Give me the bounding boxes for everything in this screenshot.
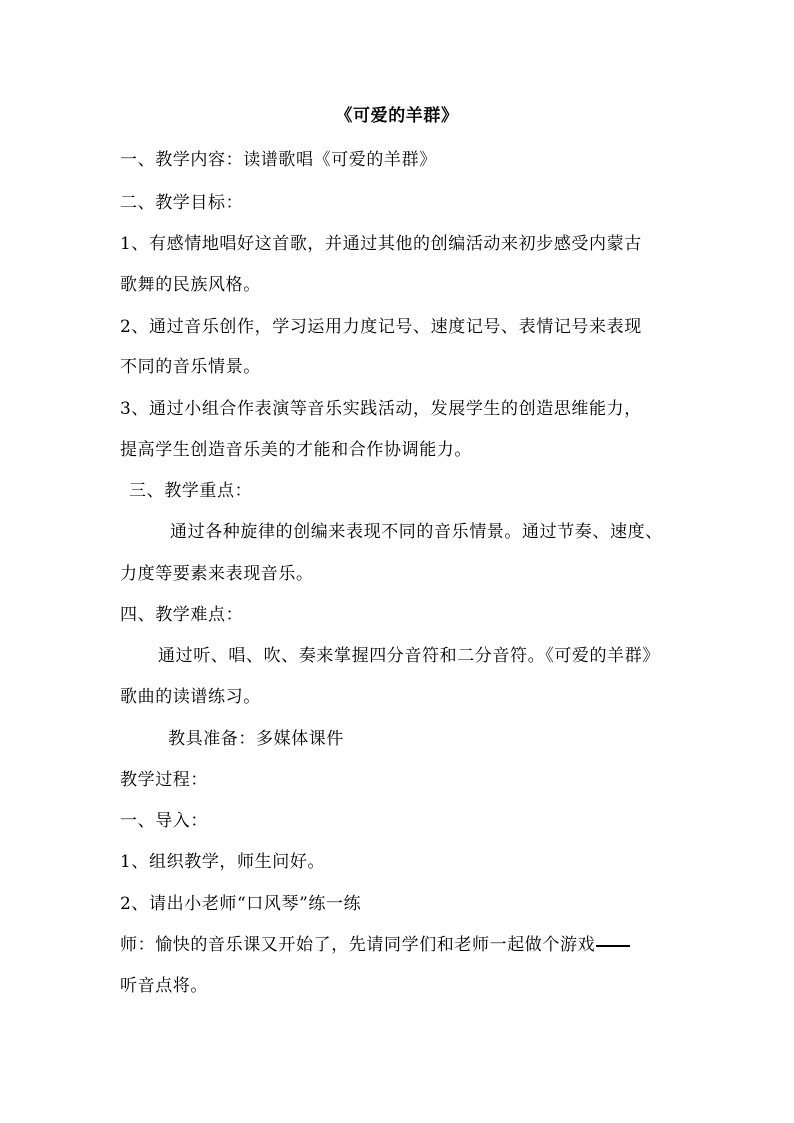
section-objectives-heading: 二、教学目标： [120,193,244,213]
objective-3-line-1: 3、通过小组合作表演等音乐实践活动，发展学生的创造思维能力， [120,399,642,419]
teacher-dialogue-line-2: 听音点将。 [120,976,208,996]
objective-1-line-1: 1、有感情地唱好这首歌，并通过其他的创编活动来初步感受内蒙古 [120,234,642,254]
teacher-dialogue-line-1 [120,933,680,957]
em-dash [596,945,630,947]
key-points-line-1: 通过各种旋律的创编来表现不同的音乐情景。通过节奏、速度、 [170,522,663,542]
teaching-process-heading: 教学过程： [120,770,208,790]
objective-3-line-2: 提高学生创造音乐美的才能和合作协调能力。 [120,440,472,460]
intro-heading: 一、导入： [120,811,208,831]
objective-1-line-2: 歌舞的民族风格。 [120,275,261,295]
section-difficulties-heading: 四、教学难点： [120,605,244,625]
teacher-dialogue-text: 师：愉快的音乐课又开始了，先请同学们和老师一起做个游戏 [120,935,596,955]
section-key-points-heading: 三、教学重点： [129,481,253,501]
document-title: 《可爱的羊群》 [335,106,459,126]
difficulties-line-1: 通过听、唱、吹、奏来掌握四分音符和二分音符。《可爱的羊群》 [158,646,660,666]
teaching-aids: 教具准备：多媒体课件 [168,729,344,749]
objective-2-line-2: 不同的音乐情景。 [120,357,261,377]
intro-step-1: 1、组织教学，师生问好。 [120,852,326,872]
intro-step-2: 2、请出小老师“口风琴”练一练 [120,894,362,914]
key-points-line-2: 力度等要素来表现音乐。 [120,564,314,584]
section-content-heading: 一、教学内容：读谱歌唱《可爱的羊群》 [120,150,437,170]
objective-2-line-1: 2、通过音乐创作，学习运用力度记号、速度记号、表情记号来表现 [120,317,642,337]
difficulties-line-2: 歌曲的读谱练习。 [120,687,261,707]
